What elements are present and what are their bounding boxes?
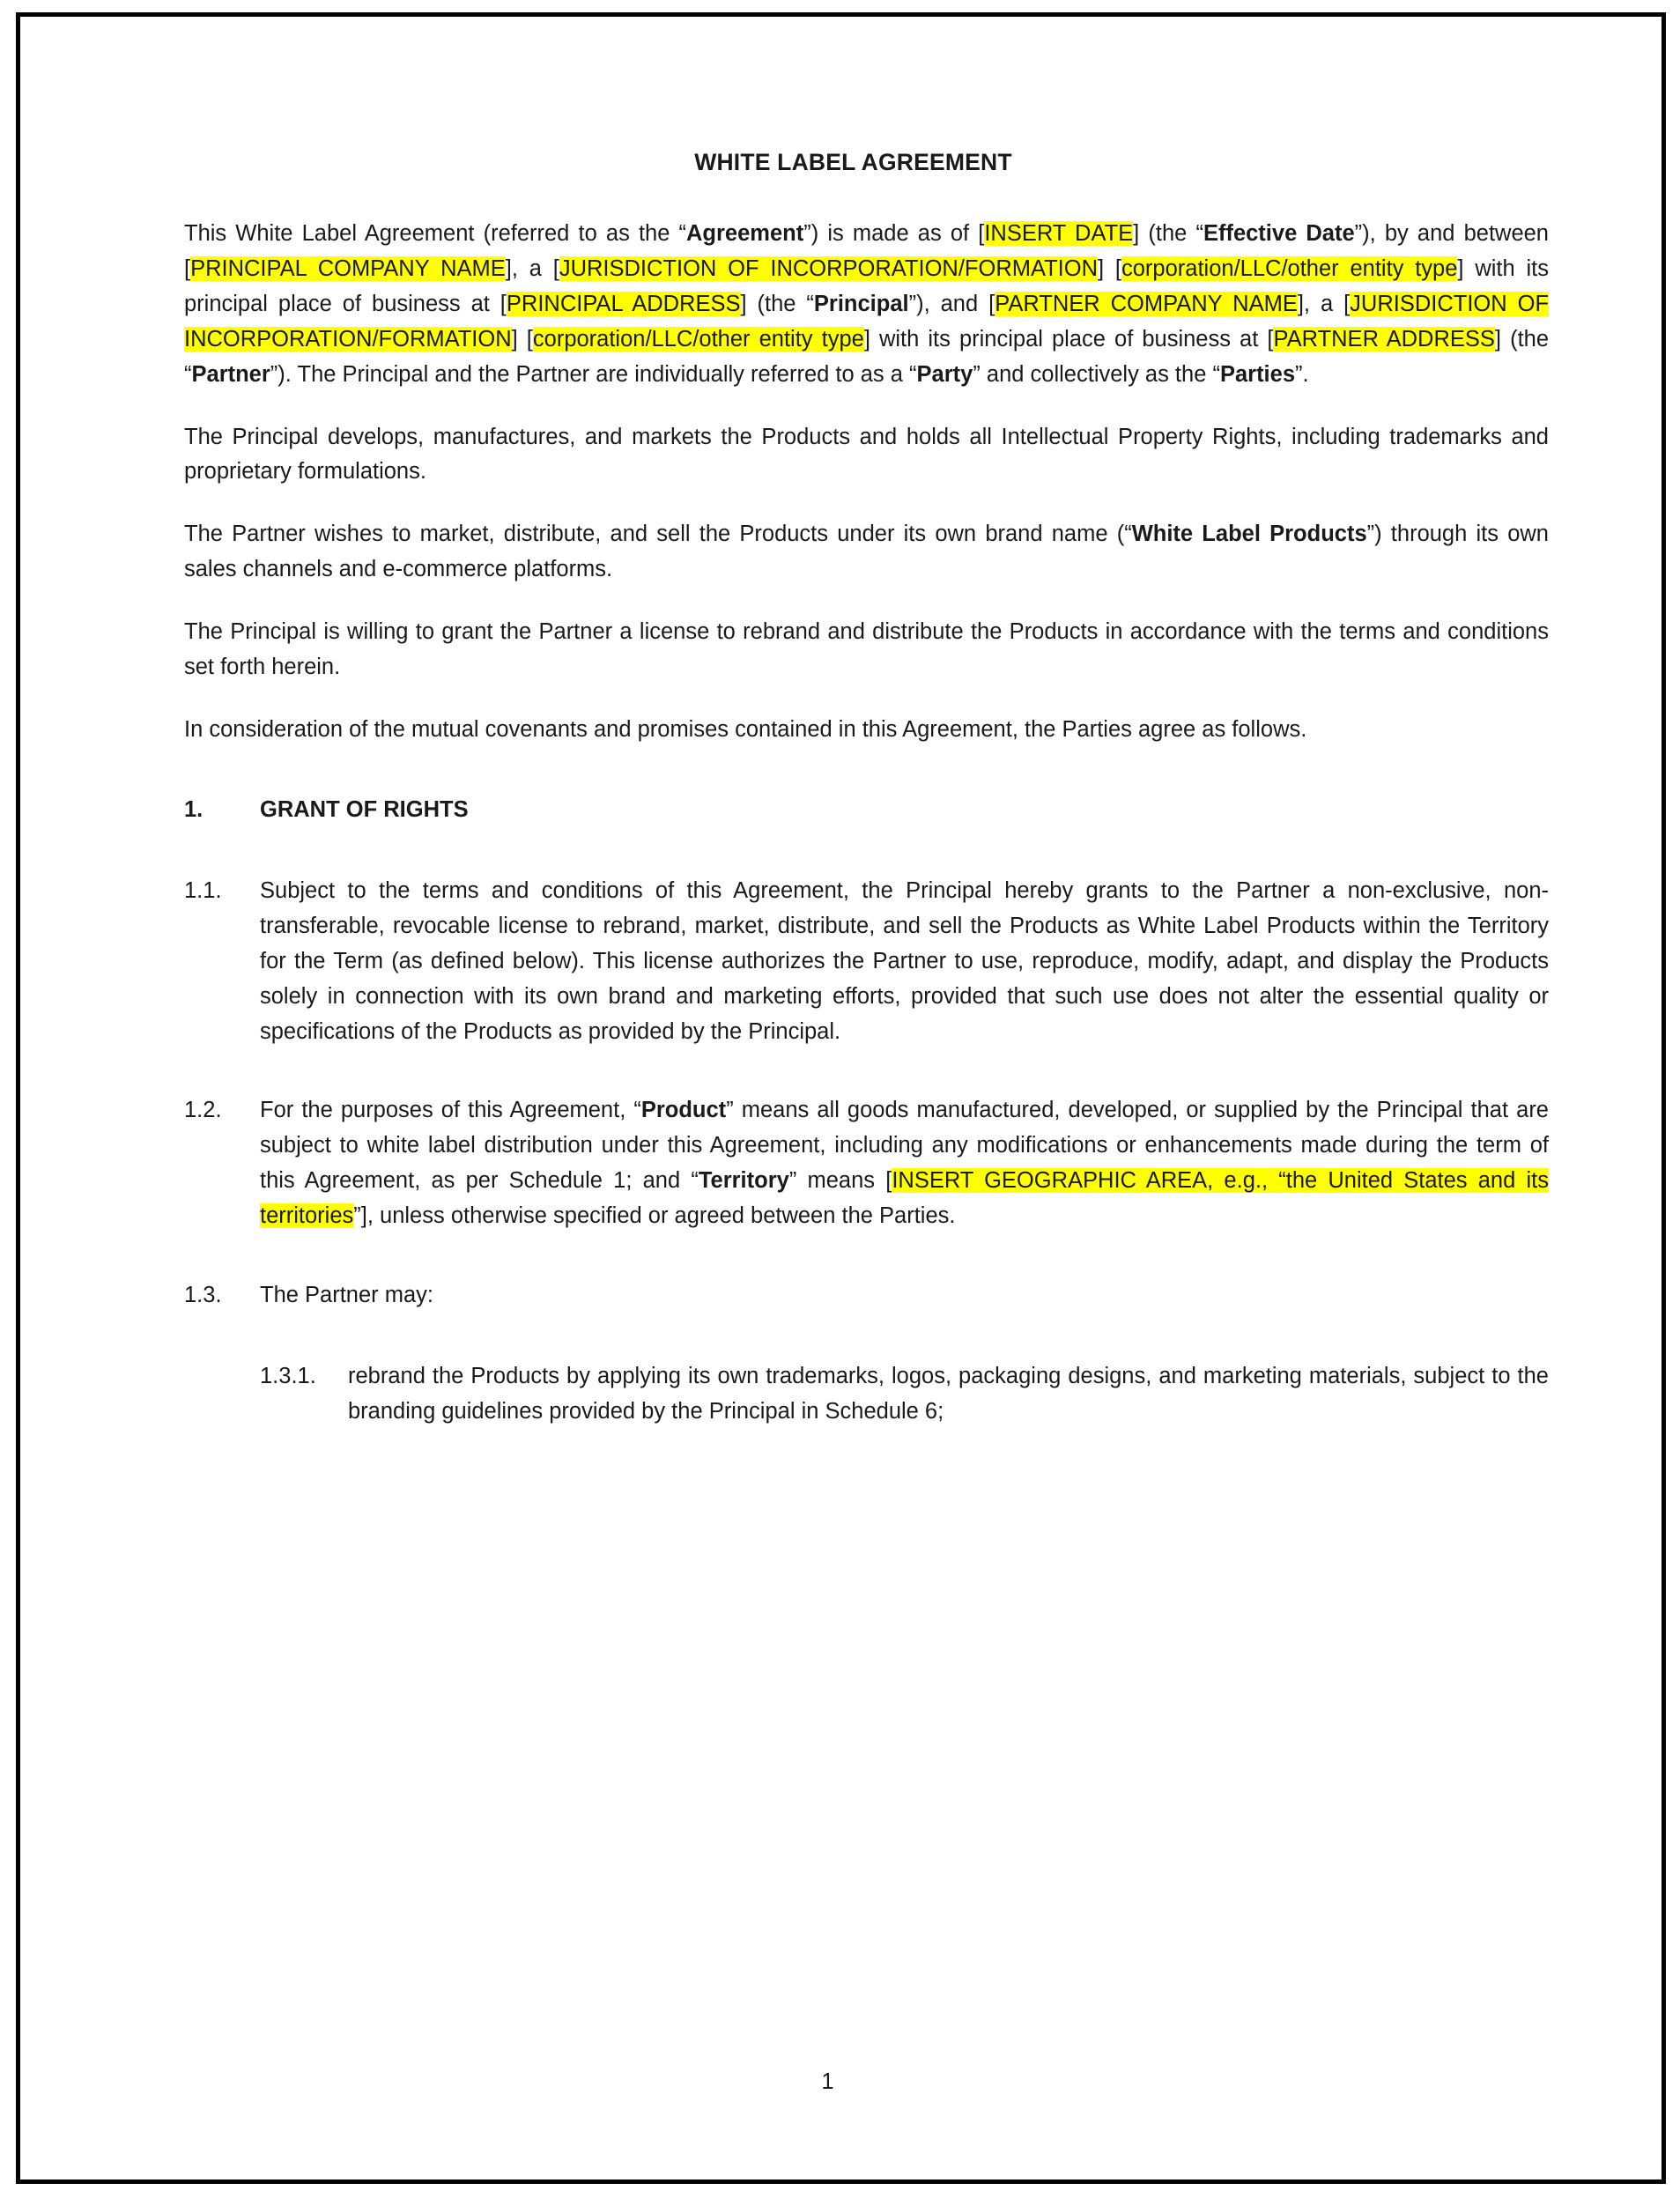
term-white-label-products: White Label Products bbox=[1131, 522, 1367, 547]
term-parties: Parties bbox=[1219, 361, 1296, 387]
preamble-text-14: ”). The Principal and the Partner are individually referred to as a “ bbox=[270, 361, 917, 387]
preamble-text-5: ], a [ bbox=[505, 255, 559, 281]
term-effective-date: Effective Date bbox=[1203, 221, 1355, 246]
section-title: GRANT OF RIGHTS bbox=[260, 796, 469, 822]
placeholder-partner-entity-type: corporation/LLC/other entity type bbox=[532, 326, 864, 352]
preamble-text-2: ”) is made as of [ bbox=[803, 221, 985, 246]
subclause-number-1-3-1: 1.3.1. bbox=[260, 1363, 316, 1388]
preamble-text-1: This White Label Agreement (referred to as the “ bbox=[184, 221, 687, 246]
term-principal: Principal bbox=[813, 291, 909, 316]
section-number: 1. bbox=[184, 796, 204, 822]
term-agreement: Agreement bbox=[686, 221, 804, 246]
recital-principal-willing: The Principal is willing to grant the Partner a license to rebrand and distribute the Products in accordance with the terms and conditions set forth herein. bbox=[184, 619, 1549, 680]
page-number: 1 bbox=[821, 2069, 834, 2094]
placeholder-principal-entity-type: corporation/LLC/other entity type bbox=[1121, 255, 1458, 281]
placeholder-principal-jurisdiction: JURISDICTION OF INCORPORATION/FORMATION bbox=[559, 255, 1099, 281]
clause-1-1 bbox=[184, 874, 1549, 1050]
preamble-parties-paragraph bbox=[184, 217, 1549, 393]
placeholder-partner-company-name: PARTNER COMPANY NAME bbox=[995, 291, 1298, 316]
recital-consideration: In consideration of the mutual covenants and promises contained in this Agreement, the Parties agree as follows. bbox=[184, 716, 1307, 742]
clause-number-1-3: 1.3. bbox=[184, 1283, 222, 1308]
clause-text-1-1: Subject to the terms and conditions of this Agreement, the Principal hereby grants to the Partner a non-exclusive, non-transferable, revocable license to rebrand, market, distribute, and sell the Products as White Label Products within the Territory for the Term (as defined below). This license authorizes the Partner to use, reproduce, modify, adapt, and display the Products solely in connection with its own brand and marketing efforts, provided that such use does not alter the essential quality or specifications of the Products as provided by the Principal. bbox=[260, 877, 1549, 1044]
placeholder-partner-address: PARTNER ADDRESS bbox=[1273, 326, 1495, 352]
preamble-text-12: ] with its principal place of business at [ bbox=[863, 326, 1274, 352]
preamble-text-3: ] (the “ bbox=[1133, 221, 1203, 246]
clause-number-1-2: 1.2. bbox=[184, 1098, 222, 1123]
term-product: Product bbox=[640, 1098, 727, 1123]
term-party: Party bbox=[916, 361, 973, 387]
placeholder-geographic-area: INSERT GEOGRAPHIC AREA, e.g., “the United States and its territories bbox=[260, 1168, 1549, 1229]
term-partner: Partner bbox=[191, 361, 270, 387]
clause-1-2-text-2: ” means all goods manufactured, developed, or supplied by the Principal that are subject to white label distribution under this Agreement, including any modifications or enhancements made during the term of this Agreement, as per Schedule 1; and “ bbox=[260, 1098, 1549, 1194]
placeholder-principal-address: PRINCIPAL ADDRESS bbox=[506, 291, 741, 316]
preamble-text-4: ”), by and between [ bbox=[184, 221, 1549, 281]
recital-principal-develops: The Principal develops, manufactures, and markets the Products and holds all Intellectual Property Rights, including trademarks and proprietary formulations. bbox=[184, 424, 1549, 485]
subclause-text-1-3-1: rebrand the Products by applying its own trademarks, logos, packaging designs, and marketing materials, subject to the branding guidelines provided by the Principal in Schedule 6; bbox=[348, 1363, 1549, 1424]
placeholder-insert-date: INSERT DATE bbox=[984, 221, 1134, 246]
preamble-text-9: ”), and [ bbox=[908, 291, 995, 316]
clause-number-1-1: 1.1. bbox=[184, 877, 222, 903]
clause-text-1-2 bbox=[260, 1093, 1549, 1234]
recital-partner-wishes bbox=[184, 517, 1549, 588]
preamble-text-10: ], a [ bbox=[1297, 291, 1351, 316]
preamble-text-11: ] [ bbox=[511, 326, 533, 352]
recital-3-text-2: ”) through its own sales channels and e-commerce platforms. bbox=[184, 522, 1549, 582]
subclause-1-3-1 bbox=[260, 1359, 1549, 1430]
clause-1-3 bbox=[184, 1278, 1549, 1314]
clause-1-2-text-3: ” means [ bbox=[788, 1168, 892, 1194]
recital-3-text-1: The Partner wishes to market, distribute, and sell the Products under its own brand name (“ bbox=[184, 522, 1132, 547]
preamble-text-6: ] [ bbox=[1098, 255, 1121, 281]
clause-1-2-text-1: For the purposes of this Agreement, “ bbox=[260, 1098, 641, 1123]
page-sheet bbox=[16, 12, 1666, 2184]
section-heading-grant-of-rights bbox=[184, 797, 1549, 823]
term-territory: Territory bbox=[698, 1168, 789, 1194]
placeholder-principal-company-name: PRINCIPAL COMPANY NAME bbox=[190, 255, 506, 281]
preamble-text-15: ” and collectively as the “ bbox=[973, 361, 1220, 387]
preamble-text-13: ] (the “ bbox=[184, 326, 1550, 387]
preamble-text-16: ”. bbox=[1295, 361, 1309, 387]
document-body bbox=[20, 17, 1661, 2179]
preamble-text-8: ] (the “ bbox=[740, 291, 814, 316]
placeholder-partner-jurisdiction: JURISDICTION OF INCORPORATION/FORMATION bbox=[184, 291, 1550, 352]
clause-text-1-3: The Partner may: bbox=[260, 1283, 433, 1308]
clause-1-2-text-4: ”], unless otherwise specified or agreed between the Parties. bbox=[353, 1203, 956, 1229]
clause-1-2 bbox=[184, 1093, 1549, 1234]
page-title: WHITE LABEL AGREEMENT bbox=[694, 149, 1012, 175]
preamble-text-7: ] with its principal place of business at [ bbox=[184, 255, 1549, 316]
